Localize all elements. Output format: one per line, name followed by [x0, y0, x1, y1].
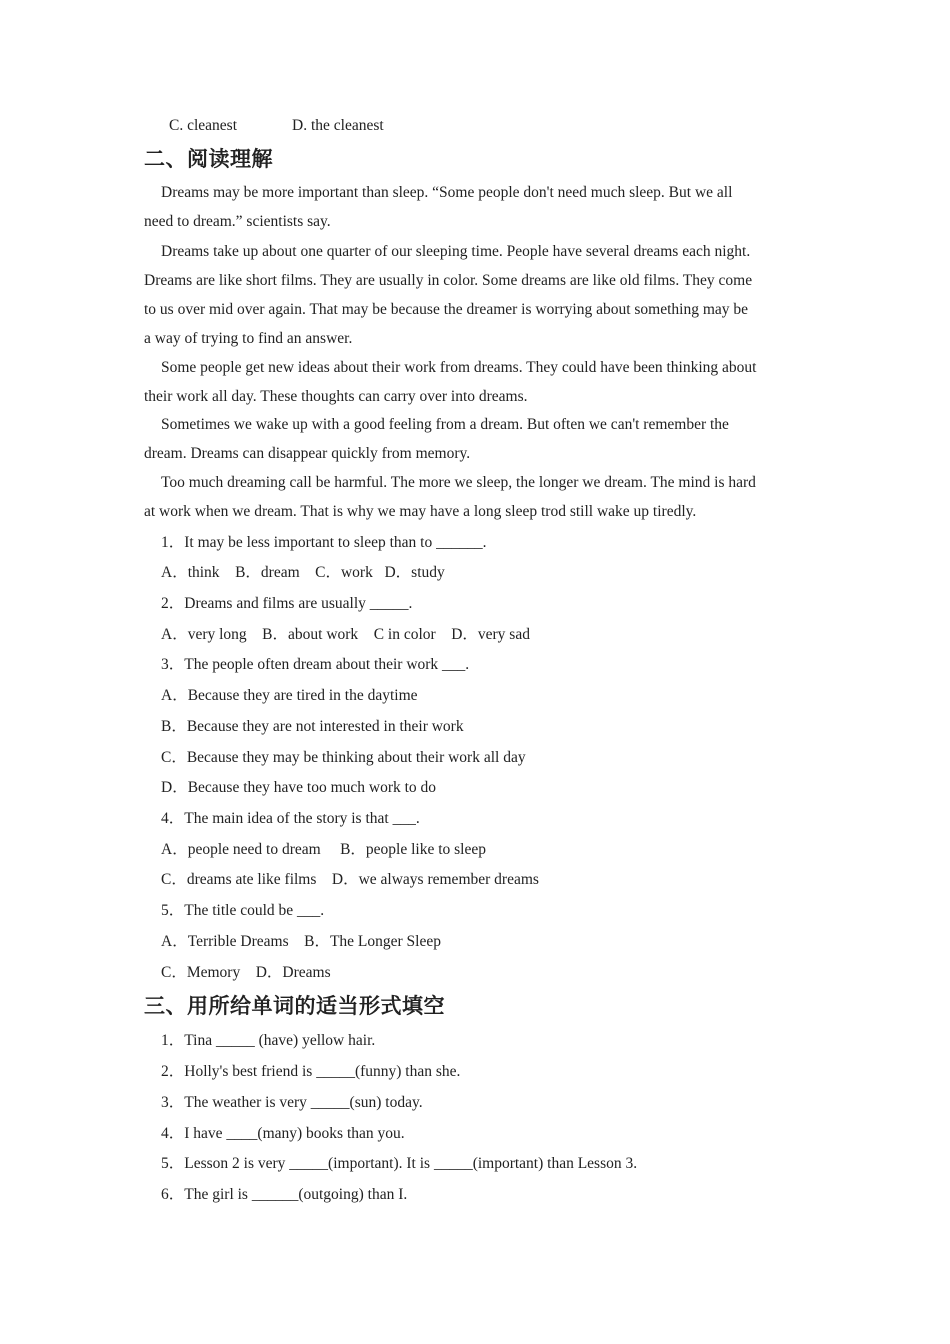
fill-in-item: 4．I have ____(many) books than you. — [161, 1125, 405, 1142]
fill-in-item: 2．Holly's best friend is _____(funny) than she. — [161, 1063, 461, 1080]
question-options — [161, 932, 441, 952]
question-options — [161, 625, 530, 645]
question-stem: 2．Dreams and films are usually _____. — [161, 595, 413, 612]
option: D．we always remember dreams — [331, 871, 539, 888]
option-d: D. the cleanest — [292, 117, 384, 134]
fill-in-item: 6．The girl is ______(outgoing) than I. — [161, 1186, 408, 1203]
question-stem: 5．The title could be ___. — [161, 902, 325, 919]
passage-line: Dreams take up about one quarter of our sleeping time. People have several dreams each night. — [161, 243, 751, 260]
passage-line: need to dream.” scientists say. — [144, 213, 331, 230]
option: A．very long — [161, 626, 247, 643]
passage-line: Too much dreaming call be harmful. The more we sleep, the longer we dream. The mind is hard — [161, 474, 756, 491]
option: D．very sad — [451, 626, 530, 643]
passage-line: their work all day. These thoughts can carry over into dreams. — [144, 388, 528, 405]
passage-line: Some people get new ideas about their work from dreams. They could have been thinking about — [161, 359, 757, 376]
passage-line: Sometimes we wake up with a good feeling from a dream. But often we can't remember the — [161, 416, 729, 433]
fill-in-item: 5．Lesson 2 is very _____(important). It is _____(important) than Lesson 3. — [161, 1155, 638, 1172]
option: C．work — [315, 564, 373, 581]
option: B．about work — [262, 626, 359, 643]
option: B．The Longer Sleep — [304, 933, 441, 950]
question-options — [161, 870, 539, 890]
option: C．dreams ate like films — [161, 871, 317, 888]
option: B．people like to sleep — [340, 841, 486, 858]
option: D．Dreams — [255, 964, 331, 981]
option: C．Memory — [161, 964, 241, 981]
prev-question-options — [169, 116, 384, 136]
passage-line: Dreams are like short films. They are usually in color. Some dreams are like old films. They come — [144, 272, 753, 289]
question-options — [161, 840, 486, 860]
question-stem: 4．The main idea of the story is that ___. — [161, 810, 420, 827]
question-options — [161, 563, 445, 583]
fill-in-item: 3．The weather is very _____(sun) today. — [161, 1094, 423, 1111]
passage-line: dream. Dreams can disappear quickly from memory. — [144, 445, 471, 462]
option: C in color — [373, 626, 436, 643]
question-option: A．Because they are tired in the daytime — [161, 687, 418, 704]
option: A．think — [161, 564, 220, 581]
section-heading-fill-in: 三、用所给单词的适当形式填空 — [144, 994, 445, 1018]
fill-in-item: 1．Tina _____ (have) yellow hair. — [161, 1032, 376, 1049]
question-stem: 1．It may be less important to sleep than to ______. — [161, 534, 487, 551]
question-option: B．Because they are not interested in their work — [161, 718, 464, 735]
option: A．people need to dream — [161, 841, 321, 858]
option-c: C. cleanest — [169, 117, 238, 134]
question-option: C．Because they may be thinking about their work all day — [161, 749, 526, 766]
option: D．study — [384, 564, 445, 581]
section-heading-reading: 二、阅读理解 — [144, 147, 273, 171]
passage-line: Dreams may be more important than sleep. “Some people don't need much sleep. But we all — [161, 184, 733, 201]
option: A．Terrible Dreams — [161, 933, 289, 950]
option: B．dream — [235, 564, 300, 581]
question-option: D．Because they have too much work to do — [161, 779, 437, 796]
passage-line: at work when we dream. That is why we may have a long sleep trod still wake up tiredly. — [144, 503, 697, 520]
passage-line: to us over mid over again. That may be because the dreamer is worrying about something may be — [144, 301, 749, 318]
question-options — [161, 963, 331, 983]
passage-line: a way of trying to find an answer. — [144, 330, 353, 347]
question-stem: 3．The people often dream about their work ___. — [161, 656, 470, 673]
